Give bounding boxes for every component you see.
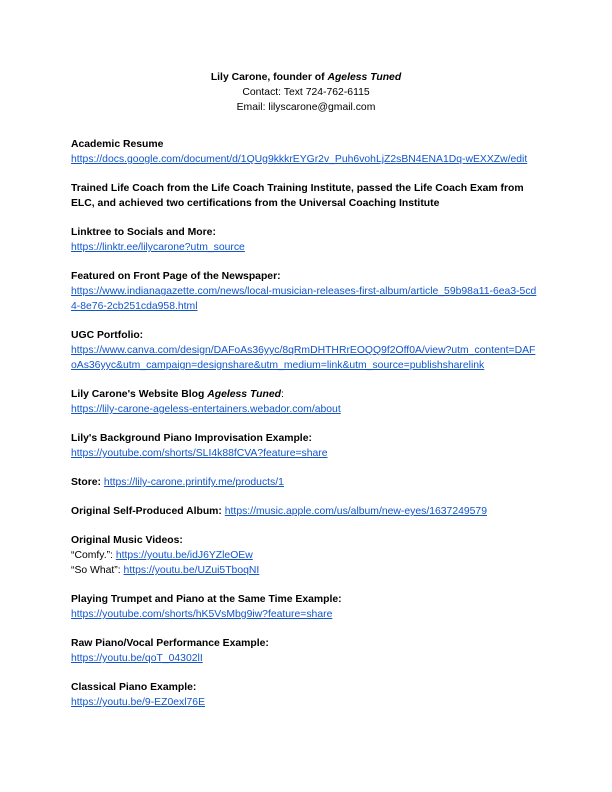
- video-title: “Comfy.”:: [71, 550, 116, 561]
- section-resume: [71, 137, 541, 167]
- album-label: Original Self-Produced Album:: [71, 506, 222, 517]
- blog-label-suffix: :: [280, 389, 284, 400]
- classical-link[interactable]: https://youtu.be/9-EZ0exl76E: [71, 697, 206, 708]
- title-name: Lily Carone, founder of: [210, 72, 328, 83]
- section-newspaper: [71, 269, 541, 314]
- improv-label: Lily's Background Piano Improvisation Example:: [71, 433, 312, 444]
- blog-link[interactable]: https://lily-carone-ageless-entertainers.webador.com/about: [71, 404, 341, 415]
- resume-label: Academic Resume: [71, 139, 164, 150]
- ugc-link[interactable]: https://www.canva.com/design/DAFoAs36yyc/8qRmDHTHRrEOQQ9f2Off0A/view?utm_content=DAFoAs36yyc&utm_campaign=designshare&utm_medium=link&utm_source=publishsharelink: [71, 345, 536, 371]
- blog-label-brand: Ageless Tuned: [207, 389, 281, 400]
- linktree-link[interactable]: https://linktr.ee/lilycarone?utm_source: [71, 242, 245, 253]
- section-store: [71, 475, 541, 490]
- raw-link[interactable]: https://youtu.be/qoT_04302lI: [71, 653, 203, 664]
- document-header: [71, 70, 541, 115]
- section-ugc: [71, 328, 541, 373]
- blog-label: [71, 387, 541, 402]
- page-title: [71, 70, 541, 85]
- email-line: Email: lilyscarone@gmail.com: [236, 102, 376, 113]
- videos-label: Original Music Videos:: [71, 535, 183, 546]
- video-item: [71, 563, 541, 578]
- video-title: “So What”:: [71, 565, 124, 576]
- section-raw: [71, 636, 541, 666]
- video-link[interactable]: https://youtu.be/UZui5TboqNI: [123, 565, 260, 576]
- contact-line: Contact: Text 724-762-6115: [242, 87, 370, 98]
- section-improv: [71, 431, 541, 461]
- blog-label-prefix: Lily Carone's Website Blog: [71, 389, 208, 400]
- improv-link[interactable]: https://youtube.com/shorts/SLI4k88fCVA?feature=share: [71, 448, 328, 459]
- raw-label: Raw Piano/Vocal Performance Example:: [71, 638, 269, 649]
- section-classical: [71, 680, 541, 710]
- coach-text: Trained Life Coach from the Life Coach Training Institute, passed the Life Coach Exam from ELC, and achieved two certifications from the Universal Coaching Institute: [71, 183, 524, 209]
- section-album: [71, 504, 541, 519]
- classical-label: Classical Piano Example:: [71, 682, 197, 693]
- album-link[interactable]: https://music.apple.com/us/album/new-eyes/1637249579: [224, 506, 487, 517]
- resume-link[interactable]: https://docs.google.com/document/d/1QUg9kkkrEYGr2v_Puh6vohLjZ2sBN4ENA1Dq-wEXXZw/edit: [71, 154, 528, 165]
- ugc-label: UGC Portfolio:: [71, 330, 144, 341]
- section-linktree: [71, 225, 541, 255]
- store-label: Store:: [71, 477, 102, 488]
- trumpet-link[interactable]: https://youtube.com/shorts/hK5VsMbg9iw?feature=share: [71, 609, 333, 620]
- section-blog: [71, 387, 541, 417]
- section-trumpet: [71, 592, 541, 622]
- resume-document: [71, 70, 541, 710]
- newspaper-label: Featured on Front Page of the Newspaper:: [71, 271, 281, 282]
- newspaper-link[interactable]: https://www.indianagazette.com/news/local-musician-releases-first-album/article_59b98a11-6ea3-5cd4-8e76-2cb251cda958.html: [71, 286, 537, 312]
- trumpet-label: Playing Trumpet and Piano at the Same Time Example:: [71, 594, 342, 605]
- title-brand: Ageless Tuned: [327, 72, 402, 83]
- linktree-label: Linktree to Socials and More:: [71, 227, 216, 238]
- section-videos: [71, 533, 541, 578]
- video-item: [71, 548, 541, 563]
- video-link[interactable]: https://youtu.be/idJ6YZleOEw: [115, 550, 253, 561]
- section-coach: [71, 181, 541, 211]
- store-link[interactable]: https://lily-carone.printify.me/products/1: [103, 477, 284, 488]
